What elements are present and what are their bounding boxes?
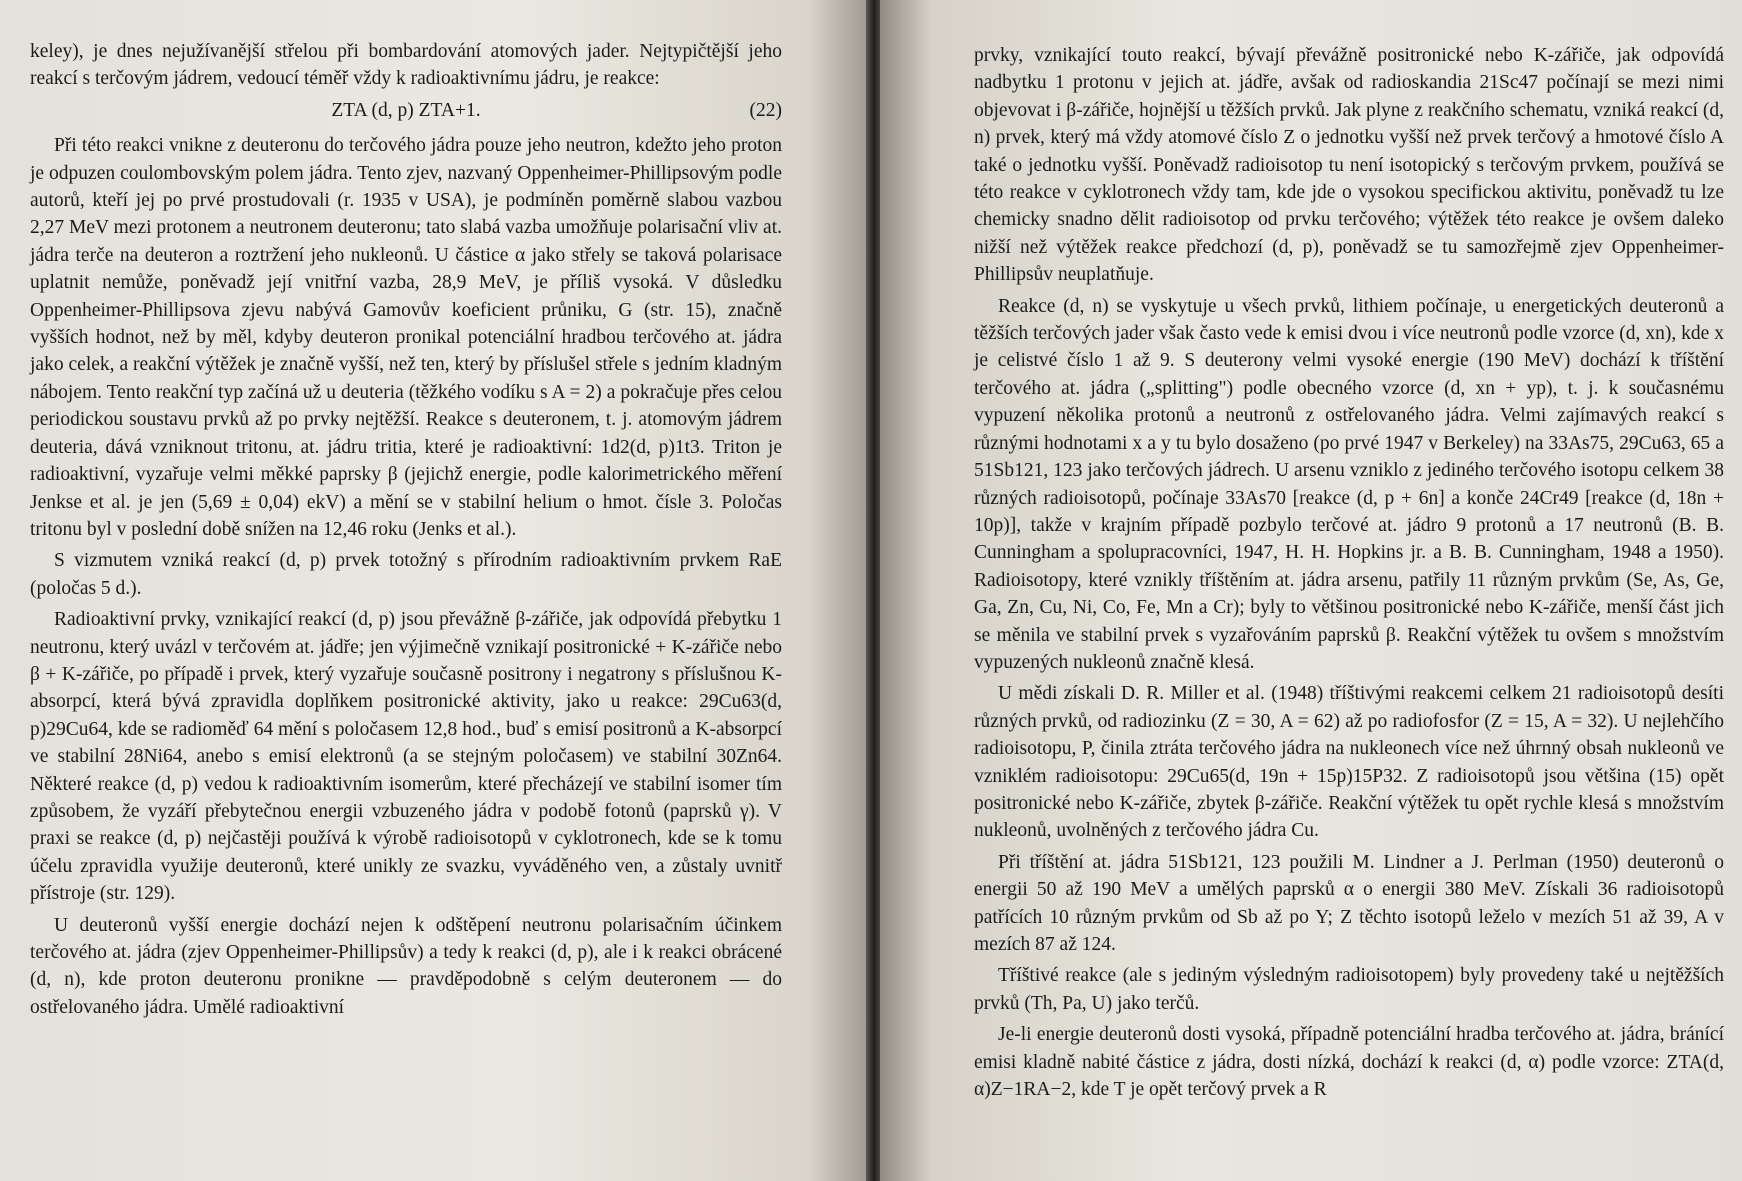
right-page xyxy=(880,0,1742,1181)
paragraph: U mědi získali D. R. Miller et al. (1948) tříštivými reakcemi celkem 21 radioisotopů desíti různých prvků, od radiozinku (Z = 30, A = 62) až po radiofosfor (Z = 15, A = 32). U nejlehčího radioisotopu, P, činila ztráta terčového jádra na nukleonech více než úhrnný obsah nukleonů ve vzniklém radioisotopu: 29Cu65(d, 19n + 15p)15P32. Z radioisotopů jsou většina (15) opět positronické nebo K-zářiče, zbytek β-zářiče. Reakční výtěžek tu opět rychle klesá s množstvím nukleonů, uvolněných z terčového jádra Cu. xyxy=(974,683,1724,842)
paragraph: Při tříštění at. jádra 51Sb121, 123 použili M. Lindner a J. Perlman (1950) deuteronů o energii 50 až 190 MeV a umělých paprsků α o energii 380 MeV. Získali 36 radioisotopů patřících 10 různým prvkům od Sb až po Y; Z těchto isotopů leželo v mezích 51 až 39, A v mezích 87 až 124. xyxy=(974,851,1724,955)
paragraph: prvky, vznikající touto reakcí, bývají převážně positronické nebo K-zářiče, jak odpovídá nadbytku 1 protonu v jejich at. jádře, avšak od radioskandia 21Sc47 počínají se mezi nimi objevovat i β-zářiče, hojnější u těžších prvků. Jak plyne z reakčního schematu, vzniká reakcí (d, n) prvek, který má vždy atomové číslo Z o jednotku vyšší než prvek terčový a hmotové číslo A také o jednotku vyšší. Poněvadž radioisotop tu není isotopický s terčovým prvkem, používá se této reakce v cyklotronech vždy tam, kde jde o vysokou specifickou aktivitu, poněvadž tu lze chemicky snadno dělit radioisotop od prvku terčového; výtěžek této reakce je ovšem daleko nižší než výtěžek reakce předchozí (d, p), poněvadž se tu samozřejmě zjev Oppenheimer-Phillipsův neuplatňuje. xyxy=(974,45,1724,286)
equation-number: (22) xyxy=(749,99,782,121)
paragraph: Tříštivé reakce (ale s jediným výsledným radioisotopem) byly provedeny také u nejtěžších prvků (Th, Pa, U) jako terčů. xyxy=(974,965,1724,1014)
equation xyxy=(30,97,782,124)
equation-text: ZTA (d, p) ZTA+1. xyxy=(331,99,481,121)
paragraph: Reakce (d, n) se vyskytuje u všech prvků, lithiem počínaje, u energetických deuteronů a těžších terčových jader však často vede k emisi dvou i více neutronů podle vzorce (d, xn), kde x je celistvé číslo 1 až 9. S deuterony velmi vysoké energie (190 MeV) dochází k tříštění terčového at. jádra („splitting") podle obecného vzorce (d, xn + yp), t. j. k současnému vypuzení několika protonů a neutronů z ostřelovaného jádra. Velmi zajímavých reakcí s různými hodnotami x a y tu bylo dosaženo (po prvé 1947 v Berkeley) na 33As75, 29Cu63, 65 a 51Sb121, 123 jako terčových jádrech. U arsenu vzniklo z jediného terčového isotopu celkem 38 různých radioisotopů, počínaje 33As70 [reakce (d, p + 6n] a konče 24Cr49 [reakce (d, 18n + 10p)], takže v krajním případě pozbylo terčové at. jádro 9 protonů a 17 neutronů (B. B. Cunningham a spolupracovníci, 1947, H. H. Hopkins jr. a B. B. Cunningham, 1948 a 1950). Radioisotopy, které vznikly tříštěním at. jádra arsenu, patřily 11 různým prvkům (Se, As, Ge, Ga, Zn, Cu, Ni, Co, Fe, Mn a Cr); byly to většinou positronické nebo K-zářiče, menší část jich se měnila ve stabilní prvek s vyzařováním paprsků β. Reakční výtěžek tu ovšem s množstvím vypuzených nukleonů značně klesá. xyxy=(974,295,1724,673)
paragraph: S vizmutem vzniká reakcí (d, p) prvek totožný s přírodním radioaktivním prvkem RaE (poločas 5 d.). xyxy=(30,550,782,599)
paragraph: Je-li energie deuteronů dosti vysoká, případně potenciální hradba terčového at. jádra, bránící emisi kladně nabité částice z jádra, dosti nízká, dochází k reakci (d, α) podle vzorce: ZTA(d, α)Z−1RA−2, kde T je opět terčový prvek a R xyxy=(974,1024,1724,1101)
left-page xyxy=(0,0,868,1181)
paragraph: Při této reakci vnikne z deuteronu do terčového jádra pouze jeho neutron, kdežto jeho proton je odpuzen coulombovským polem jádra. Tento zjev, nazvaný Oppenheimer-Phillipsovým podle autorů, kteří jej po prvé prostudovali (r. 1935 v USA), je podmíněn poměrně slabou vazbou 2,27 MeV mezi protonem a neutronem deuteronu; tato slabá vazba umožňuje polarisační vliv at. jádra terče na deuteron a roztržení jeho nukleonů. U částice α jako střely se taková polarisace uplatnit nemůže, poněvadž její vnitřní vazba, 28,9 MeV, je příliš vysoká. V důsledku Oppenheimer-Phillipsova zjevu nabývá Gamovův koeficient průniku, G (str. 15), značně vyšších hodnot, než by měl, kdyby deuteron pronikal potenciální hradbou terčového at. jádra jako celek, a reakční výtěžek je značně vyšší, než ten, který by příslušel střele s jedním kladným nábojem. Tento reakční typ začíná už u deuteria (těžkého vodíku s A = 2) a pokračuje přes celou periodickou soustavu prvků až po prvky nejtěžší. Reakce s deuteronem, t. j. atomovým jádrem deuteria, dává vzniknout tritonu, at. jádru tritia, které je radioaktivní: 1d2(d, p)1t3. Triton je radioaktivní, vyzařuje velmi měkké paprsky β (jejichž energie, podle kalorimetrického měření Jenkse et al. je jen (5,69 ± 0,04) ekV) a mění se v stabilní helium o hmot. čísle 3. Poločas tritonu byl v poslední době snížen na 12,46 roku (Jenks et al.). xyxy=(30,135,782,540)
paragraph: Radioaktivní prvky, vznikající reakcí (d, p) jsou převážně β-zářiče, jak odpovídá přebytku 1 neutronu, který uvázl v terčovém at. jádře; jen výjimečně vznikají positronické + K-zářiče nebo β + K-zářiče, po případě i prvek, který vyzařuje současně positrony i negatrony s příslušnou K-absorpcí, která bývá zpravidla doplňkem positronické aktivity, jako u reakce: 29Cu63(d, p)29Cu64, kde se radioměď 64 mění s poločasem 12,8 hod., buď s emisí positronů a K-absorpcí ve stabilní 28Ni64, anebo s emisí elektronů (a se stejným poločasem) ve stabilní 30Zn64. Některé reakce (d, p) vedou k radioaktivním isomerům, které přecházejí ve stabilní isomer tím způsobem, že vyzáří přebytečnou energii vzbuzeného jádra v podobě fotonů (paprsků γ). V praxi se reakce (d, p) nejčastěji používá k výrobě radioisotopů v cyklotronech, kde se k tomu účelu zpravidla využije deuteronů, které unikly ze svazku, vyváděného ven, a zůstaly uvnitř přístroje (str. 129). xyxy=(30,609,782,905)
paragraph: U deuteronů vyšší energie dochází nejen k odštěpení neutronu polarisačním účinkem terčového at. jádra (zjev Oppenheimer-Phillipsův) a tedy k reakci (d, p), ale i k reakci obrácené (d, n), kde proton deuteronu pronikne — pravděpodobně s celým deuteronem — do ostřelovaného jádra. Umělé radioaktivní xyxy=(30,914,782,1018)
paragraph: keley), je dnes nejužívanější střelou při bombardování atomových jader. Nejtypičtější jeho reakcí s terčovým jádrem, vedoucí téměř vždy k radioaktivnímu jádru, je reakce: xyxy=(30,41,782,90)
